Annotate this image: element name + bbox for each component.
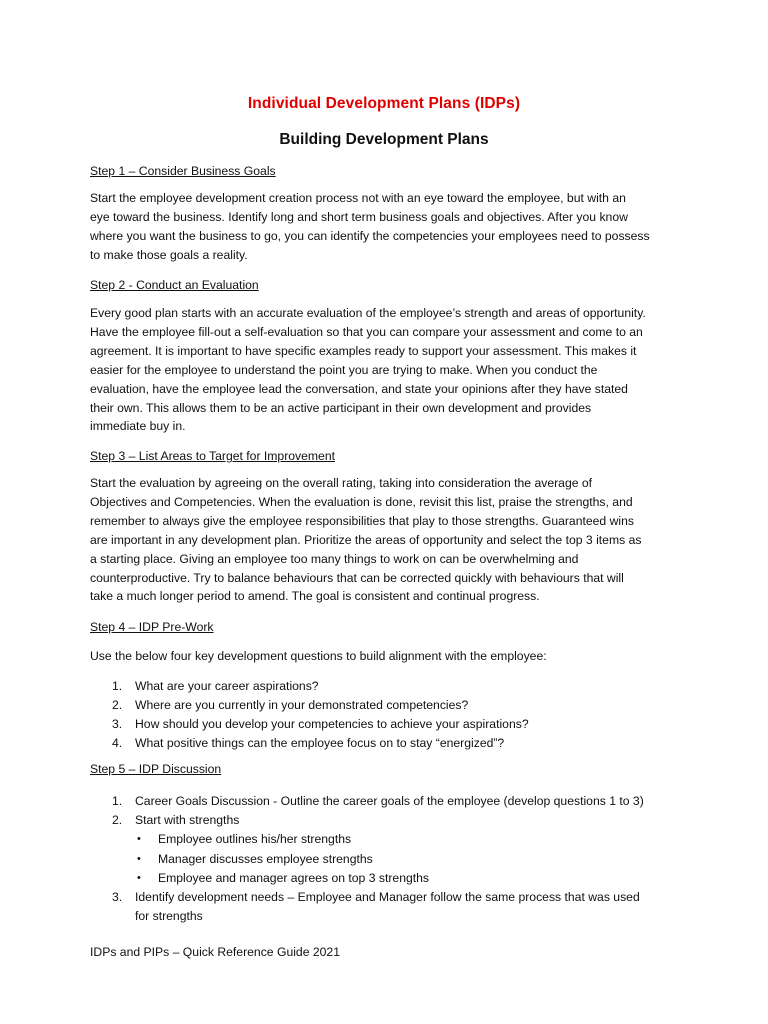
- step5-heading: Step 5 – IDP Discussion: [90, 762, 222, 776]
- list-item: What are your career aspirations?: [135, 679, 319, 693]
- document-title: Individual Development Plans (IDPs): [247, 95, 521, 112]
- list-number: 1.: [112, 679, 123, 693]
- paragraph-line: Have the employee fill-out a self-evaluation so that you can compare your assessment and come to an: [90, 324, 643, 339]
- list-number: 3.: [112, 717, 123, 731]
- step1-heading: Step 1 – Consider Business Goals: [90, 164, 276, 178]
- paragraph-line: agreement. It is important to have specific examples ready to support your assessment. This makes it: [90, 343, 637, 358]
- list-item: What positive things can the employee focus on to stay “energized”?: [135, 736, 505, 750]
- paragraph-line: where you want the business to go, you can identify the competencies your employees need to possess: [90, 228, 650, 243]
- paragraph-line: easier for the employee to understand the point you are trying to make. When you conduct the: [90, 362, 598, 377]
- bullet-icon: •: [137, 833, 141, 845]
- paragraph-line: counterproductive. Try to balance behaviours that can be corrected quickly with behaviours that will: [90, 570, 624, 585]
- list-item: Identify development needs – Employee and Manager follow the same process that was used: [135, 890, 640, 904]
- paragraph-line: a starting place. Giving an employee too many things to work on can be overwhelming and: [90, 551, 579, 566]
- bullet-icon: •: [137, 853, 141, 865]
- list-number: 2.: [112, 813, 123, 827]
- list-item: Where are you currently in your demonstrated competencies?: [135, 698, 469, 712]
- paragraph-line: Start the employee development creation process not with an eye toward the employee, but with an: [90, 191, 626, 205]
- list-number: 1.: [112, 794, 123, 808]
- bullet-icon: •: [137, 872, 141, 884]
- paragraph-line: immediate buy in.: [90, 419, 186, 434]
- step4-heading: Step 4 – IDP Pre-Work: [90, 620, 214, 634]
- bullet-item: Manager discusses employee strengths: [158, 852, 373, 866]
- paragraph-line: to make those goals a reality.: [90, 247, 248, 262]
- paragraph-line: are important in any development plan. Prioritize the areas of opportunity and select the top 3 items as: [90, 532, 642, 547]
- list-number: 2.: [112, 698, 123, 712]
- step3-paragraph: [90, 474, 680, 606]
- list-number: 4.: [112, 736, 123, 750]
- paragraph-line: remember to always give the employee responsibilities that play to those strengths. Guaranteed wins: [90, 513, 634, 528]
- list-number: 3.: [112, 890, 123, 904]
- paragraph-line: Use the below four key development questions to build alignment with the employee:: [90, 649, 547, 663]
- paragraph-line: evaluation, have the employee lead the conversation, and state your opinions after they have stated: [90, 381, 628, 396]
- paragraph-line: take a much longer period to amend. The goal is consistent and continual progress.: [90, 589, 540, 604]
- step2-heading: Step 2 - Conduct an Evaluation: [90, 278, 259, 292]
- list-item: Career Goals Discussion - Outline the career goals of the employee (develop questions 1 to 3): [135, 794, 644, 808]
- list-item: How should you develop your competencies to achieve your aspirations?: [135, 717, 529, 731]
- paragraph-line: their own. This allows them to be an active participant in their own development and provides: [90, 400, 592, 415]
- step1-paragraph: [90, 189, 680, 265]
- bullet-item: Employee outlines his/her strengths: [158, 832, 352, 846]
- list-item: Start with strengths: [135, 813, 240, 827]
- page-footer: IDPs and PIPs – Quick Reference Guide 2021: [90, 945, 340, 959]
- paragraph-line: eye toward the business. Identify long and short term business goals and objectives. After you know: [90, 209, 628, 224]
- paragraph-line: Every good plan starts with an accurate evaluation of the employee’s strength and areas of opportunity.: [90, 306, 646, 320]
- document-subtitle: Building Development Plans: [279, 131, 489, 148]
- paragraph-line: Start the evaluation by agreeing on the overall rating, taking into consideration the average of: [90, 476, 593, 490]
- bullet-item: Employee and manager agrees on top 3 strengths: [158, 871, 430, 885]
- list-item-continuation: for strengths: [135, 909, 203, 923]
- step2-paragraph: [90, 304, 680, 436]
- step3-heading: Step 3 – List Areas to Target for Improvement: [90, 449, 336, 463]
- step4-intro: [90, 647, 680, 666]
- paragraph-line: Objectives and Competencies. When the evaluation is done, revisit this list, praise the strengths, and: [90, 494, 633, 509]
